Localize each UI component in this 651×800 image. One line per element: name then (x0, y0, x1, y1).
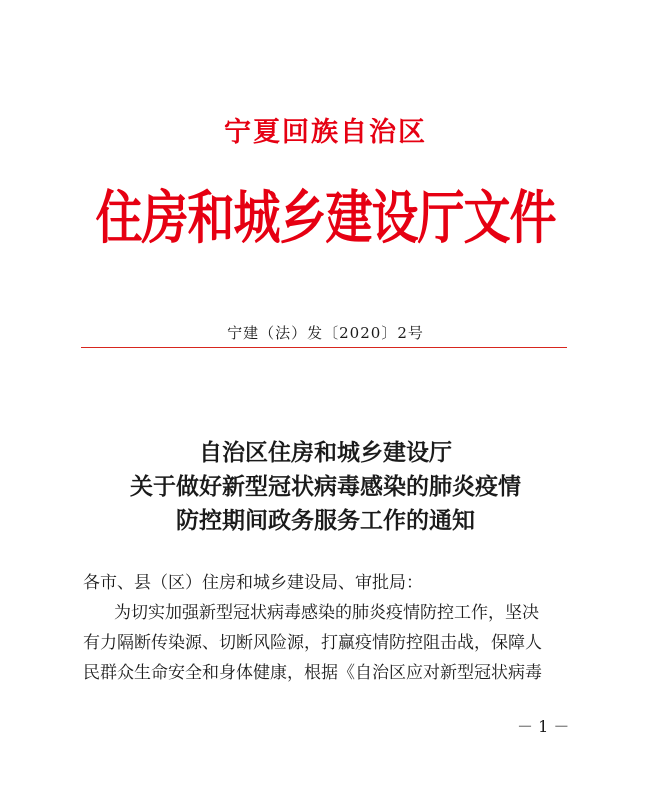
page-number: － 1 － (517, 717, 570, 736)
body-paragraph (83, 598, 563, 688)
issuer-region-heading: 宁夏回族自治区 (224, 117, 427, 148)
document-number: 宁建（法）发〔2020〕2号 (227, 324, 424, 342)
red-divider-line (81, 347, 567, 348)
body-line-2: 有力隔断传染源、切断风险源，打赢疫情防控阻击战，保障人 (83, 633, 542, 653)
title-line-3: 防控期间政务服务工作的通知 (176, 507, 475, 534)
salutation: 各市、县（区）住房和城乡建设局、审批局： (83, 573, 423, 593)
title-line-2: 关于做好新型冠状病毒感染的肺炎疫情 (130, 473, 521, 500)
body-line-1: 为切实加强新型冠状病毒感染的肺炎疫情防控工作，坚决 (114, 603, 539, 623)
document-title (0, 436, 651, 538)
body-line-3: 民群众生命安全和身体健康，根据《自治区应对新型冠状病毒 (83, 663, 542, 683)
issuer-department-heading: 住房和城乡建设厅文件 (95, 184, 556, 252)
title-line-1: 自治区住房和城乡建设厅 (199, 439, 452, 466)
